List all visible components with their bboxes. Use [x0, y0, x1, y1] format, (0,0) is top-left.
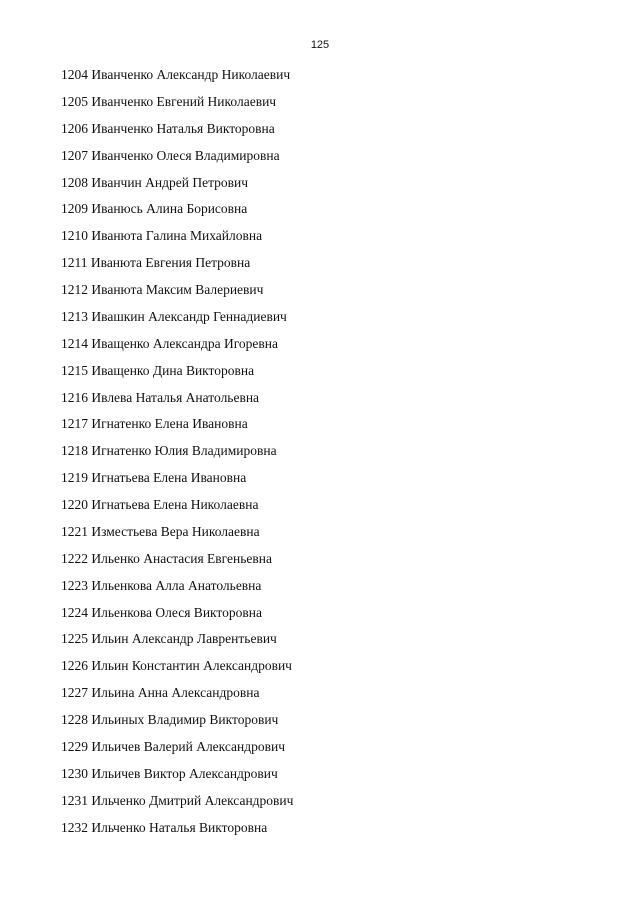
list-item: 1217 Игнатенко Елена Ивановна — [61, 416, 248, 432]
page-number: 125 — [310, 39, 330, 51]
list-item: 1219 Игнатьева Елена Ивановна — [61, 470, 247, 486]
list-item: 1220 Игнатьева Елена Николаевна — [61, 497, 259, 512]
list-item: 1212 Иванюта Максим Валериевич — [61, 282, 264, 297]
list-item: 1229 Ильичев Валерий Александрович — [61, 738, 286, 754]
list-item: 1207 Иванченко Олеся Владимировна — [61, 147, 280, 163]
list-item: 1215 Иващенко Дина Викторовна — [61, 362, 255, 378]
list-item: 1214 Иващенко Александра Игоревна — [61, 335, 279, 351]
list-item: 1204 Иванченко Александр Николаевич — [61, 67, 291, 82]
list-item: 1206 Иванченко Наталья Викторовна — [61, 120, 275, 136]
list-item: 1205 Иванченко Евгений Николаевич — [61, 93, 277, 109]
list-item: 1232 Ильченко Наталья Викторовна — [61, 819, 268, 835]
list-item: 1225 Ильин Александр Лаврентьевич — [61, 631, 277, 647]
list-item: 1223 Ильенкова Алла Анатольевна — [61, 577, 262, 593]
list-item: 1211 Иванюта Евгения Петровна — [61, 255, 251, 271]
list-item: 1221 Изместьева Вера Николаевна — [61, 523, 260, 539]
list-item: 1208 Иванчин Андрей Петрович — [61, 174, 249, 190]
list-item: 1222 Ильенко Анастасия Евгеньевна — [61, 550, 272, 566]
list-item: 1228 Ильиных Владимир Викторович — [61, 712, 279, 727]
list-item: 1218 Игнатенко Юлия Владимировна — [61, 443, 277, 459]
list-item: 1213 Ивашкин Александр Геннадиевич — [61, 308, 287, 324]
list-item: 1216 Ивлева Наталья Анатольевна — [61, 389, 260, 405]
name-list — [61, 66, 293, 845]
list-item: 1209 Иванюсь Алина Борисовна — [61, 201, 248, 217]
list-item: 1224 Ильенкова Олеся Викторовна — [61, 604, 262, 620]
list-item: 1231 Ильченко Дмитрий Александрович — [61, 792, 294, 808]
list-item: 1230 Ильичев Виктор Александрович — [61, 765, 278, 781]
list-item: 1210 Иванюта Галина Михайловна — [61, 228, 263, 244]
list-item: 1227 Ильина Анна Александровна — [61, 685, 260, 701]
list-item: 1226 Ильин Константин Александрович — [61, 658, 292, 674]
